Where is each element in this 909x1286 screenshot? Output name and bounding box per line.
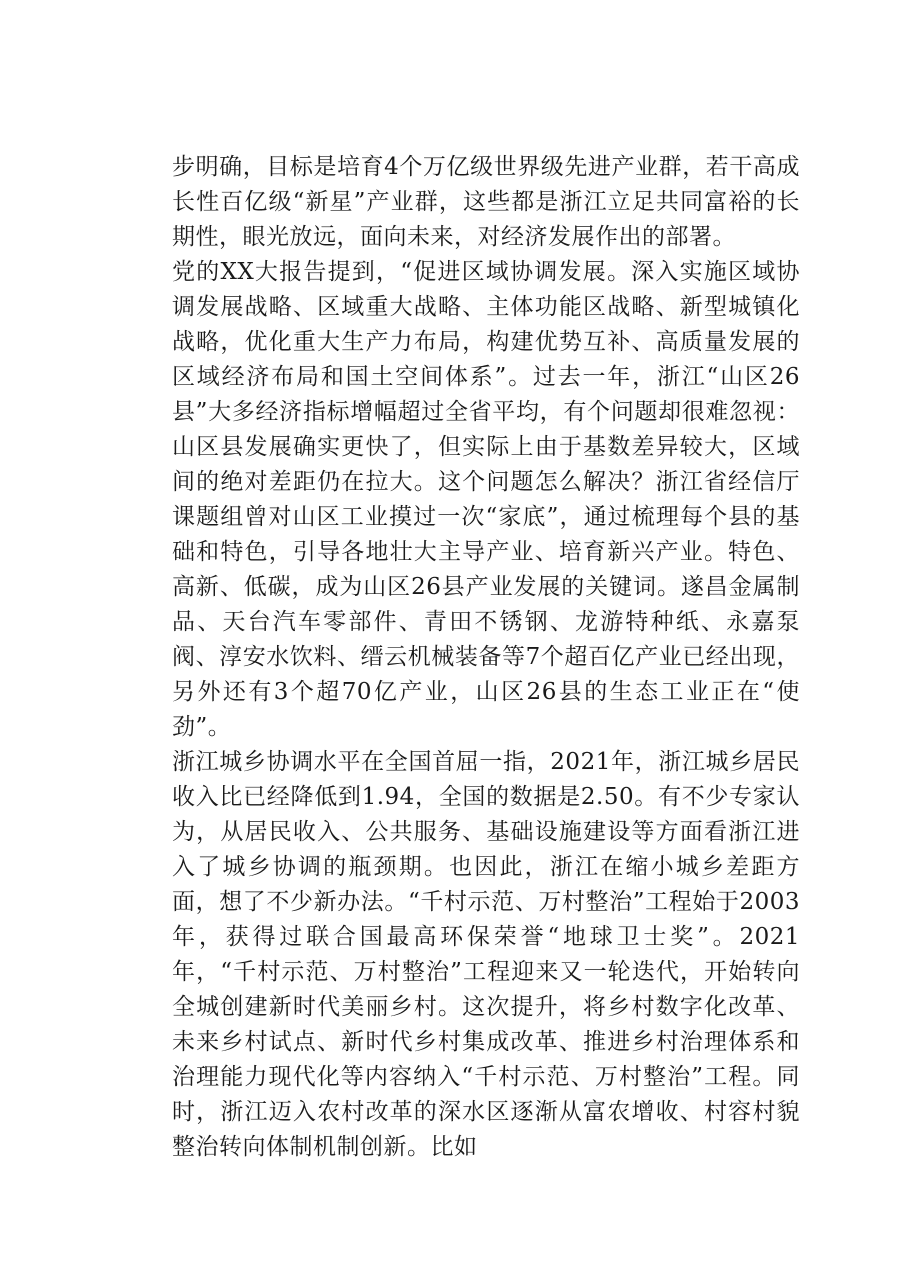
document-body xyxy=(172,150,800,1165)
paragraph-3: 浙江城乡协调水平在全国首屈一指，2021年，浙江城乡居民收入比已经降低到1.94，全国的数据是2.50。有不少专家认为，从居民收入、公共服务、基础设施建设等方面看浙江进入了城乡协调的瓶颈期。也因此，浙江在缩小城乡差距方面，想了不少新办法。“千村示范、万村整治”工程始于2003年，获得过联合国最高环保荣誉“地球卫士奖”。2021年，“千村示范、万村整治”工程迎来又一轮迭代，开始转向全城创建新时代美丽乡村。这次提升，将乡村数字化改革、未来乡村试点、新时代乡村集成改革、推进乡村治理体系和治理能力现代化等内容纳入“千村示范、万村整治”工程。同时，浙江迈入农村改革的深水区逐渐从富农增收、村容村貌整治转向体制机制创新。比如 xyxy=(172,749,800,1160)
paragraph-2: 党的XX大报告提到，“促进区域协调发展。深入实施区域协调发展战略、区域重大战略、主体功能区战略、新型城镇化战略，优化重大生产力布局，构建优势互补、高质量发展的区域经济布局和国土空间体系”。过去一年，浙江“山区26县”大多经济指标增幅超过全省平均，有个问题却很难忽视：山区县发展确实更快了，但实际上由于基数差异较大，区域间的绝对差距仍在拉大。这个问题怎么解决？浙江省经信厅课题组曾对山区工业摸过一次“家底”，通过梳理每个县的基础和特色，引导各地壮大主导产业、培育新兴产业。特色、高新、低碳，成为山区26县产业发展的关键词。遂昌金属制品、天台汽车零部件、青田不锈钢、龙游特种纸、永嘉泵阀、淳安水饮料、缙云机械装备等7个超百亿产业已经出现，另外还有3个超70亿产业，山区26县的生态工业正在“使劲”。 xyxy=(172,259,800,740)
paragraph-1: 步明确，目标是培育4个万亿级世界级先进产业群，若干高成长性百亿级“新星”产业群，这些都是浙江立足共同富裕的长期性，眼光放远，面向未来，对经济发展作出的部署。 xyxy=(172,154,800,250)
